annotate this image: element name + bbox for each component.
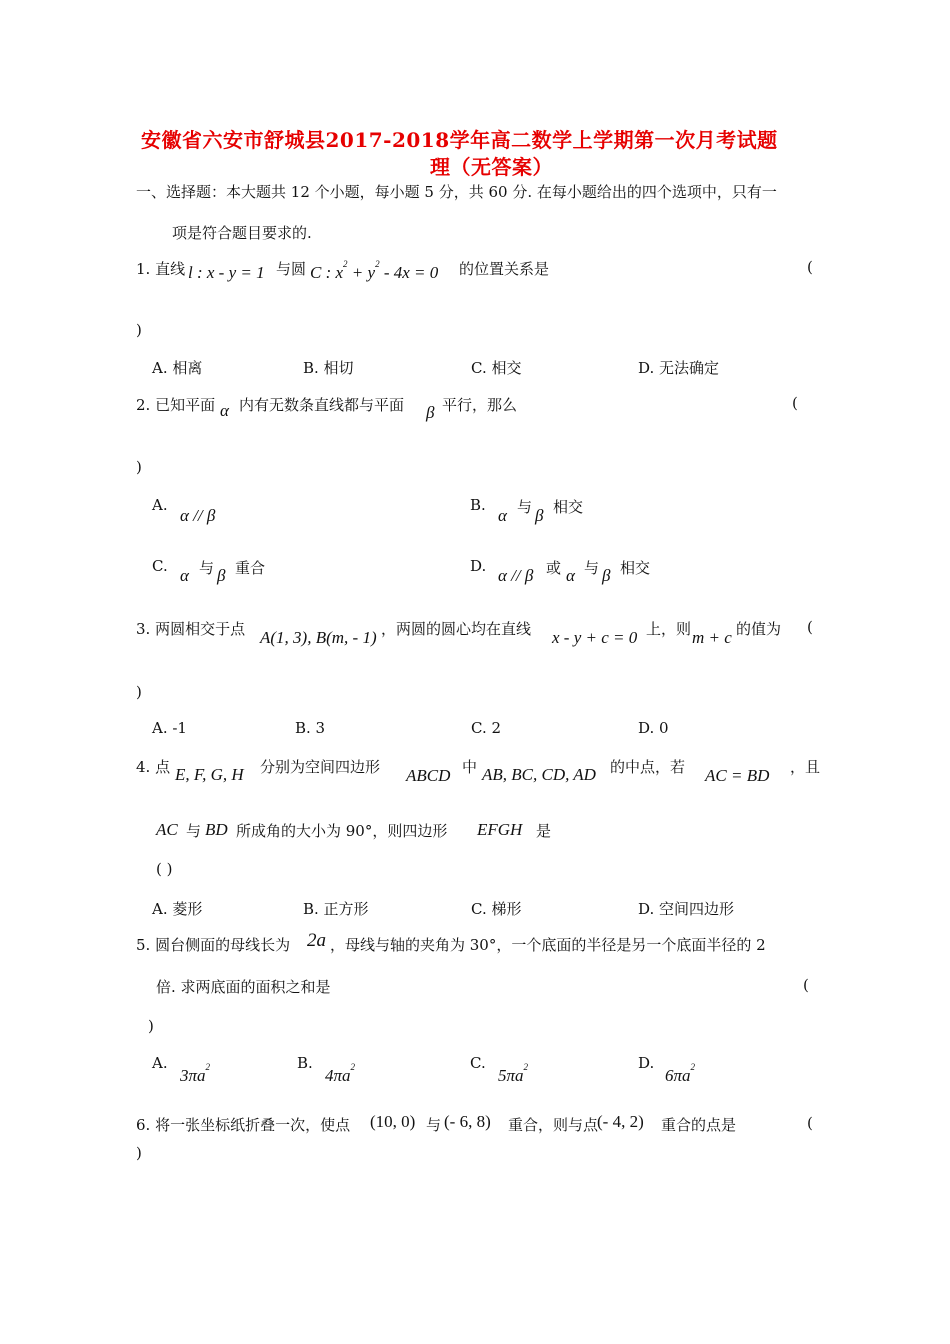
q3-line-equation: x - y + c = 0 [552, 628, 638, 647]
q4-stem-and: ，且 [790, 758, 821, 776]
q3-answer-paren-open: ( [807, 618, 813, 636]
q5-length: 2a [307, 930, 326, 951]
q1-option-d: D. 无法确定 [638, 359, 720, 377]
q2-option-d-or: 或 [546, 559, 562, 577]
q4-efgh: EFGH [477, 820, 523, 839]
q1-answer-paren-close: ) [136, 321, 142, 339]
q2-answer-paren-close: ) [136, 458, 142, 476]
q2-option-d-label: D. [470, 557, 487, 575]
q2-option-c-text: 重合 [235, 559, 266, 577]
q4-option-a: A. 菱形 [152, 900, 203, 918]
q4-answer-paren: ( ) [156, 860, 173, 878]
q6-point-1: (10, 0) [370, 1112, 416, 1131]
q3-stem-start: 3. 两圆相交于点 [136, 620, 246, 638]
q2-option-d-yu: 与 [584, 559, 600, 577]
q3-option-b: B. 3 [295, 719, 326, 737]
q5-option-a-label: A. [152, 1054, 168, 1072]
q4-stem-in: 中 [462, 758, 478, 776]
q2-option-c-beta: β [217, 566, 226, 585]
q5-stem-start: 5. 圆台侧面的母线长为 [136, 936, 291, 954]
q1-option-a: A. 相离 [152, 359, 203, 377]
q1-stem-mid: 与圆 [276, 260, 307, 278]
q6-answer-paren-open: ( [807, 1114, 813, 1132]
q5-option-b-value: $4\pi a^2$ [325, 1062, 356, 1085]
q5-option-a-value: $3\pi a^2$ [180, 1062, 211, 1085]
page-title-line2: 理（无答案） [430, 155, 553, 179]
q2-beta: β [426, 403, 435, 422]
q4-quad-name: ABCD [406, 766, 451, 785]
q1-circle-equation: C : $x^2 + y^2 - 4x = 0$ [310, 259, 439, 282]
q4-stem-angle: 所成角的大小为 90°，则四边形 [236, 822, 448, 840]
q5-stem-line2: 倍. 求两底面的面积之和是 [156, 978, 331, 996]
q4-option-d: D. 空间四边形 [638, 900, 735, 918]
q5-option-d-value: $6\pi a^2$ [665, 1062, 696, 1085]
q2-option-d-text: 相交 [620, 559, 651, 577]
q4-edges: AB, BC, CD, AD [482, 765, 596, 784]
q1-line-equation: l : x - y = 1 [188, 263, 265, 282]
q4-bd: BD [205, 820, 228, 839]
q3-option-a: A. -1 [152, 719, 187, 737]
q4-option-c: C. 梯形 [471, 900, 522, 918]
q4-ac: AC [156, 820, 178, 839]
q5-option-c-value: $5\pi a^2$ [498, 1062, 529, 1085]
q2-option-b-alpha: α [498, 506, 507, 525]
q3-points: A(1, 3), B(m, - 1) [260, 628, 377, 647]
q6-stem-end: 重合的点是 [661, 1116, 737, 1134]
q2-option-d-alpha: α [566, 566, 575, 585]
q4-points: E, F, G, H [175, 765, 244, 784]
section-instruction-line2: 项是符合题目要求的. [172, 224, 312, 242]
q2-option-c-label: C. [152, 557, 168, 575]
page-title-line1: 安徽省六安市舒城县2017-2018学年高二数学上学期第一次月考试题 [141, 128, 778, 152]
q3-stem-end: 的值为 [736, 620, 782, 638]
q2-option-d-math: α // β [498, 566, 534, 585]
q2-option-b-text: 相交 [553, 498, 584, 516]
q6-answer-paren-close: ) [136, 1144, 142, 1162]
q3-answer-paren-close: ) [136, 683, 142, 701]
q3-option-c: C. 2 [471, 719, 502, 737]
q2-option-a-math: α // β [180, 506, 216, 525]
q4-stem-with: 与 [186, 822, 202, 840]
q6-stem-start: 6. 将一张坐标纸折叠一次，使点 [136, 1116, 351, 1134]
q3-expression: m + c [692, 628, 732, 647]
q2-option-c-yu: 与 [199, 559, 215, 577]
q4-stem-midpoint: 的中点，若 [610, 758, 686, 776]
q2-option-b-label: B. [470, 496, 486, 514]
q1-stem-end: 的位置关系是 [459, 260, 550, 278]
q5-option-c-label: C. [470, 1054, 486, 1072]
q6-point-2: (- 6, 8) [444, 1112, 491, 1131]
q3-stem-then: 上，则 [646, 620, 692, 638]
q4-stem-quad: 分别为空间四边形 [260, 758, 381, 776]
q1-stem-start: 1. 直线 [136, 260, 186, 278]
q4-stem-start: 4. 点 [136, 758, 171, 776]
q2-stem-start: 2. 已知平面 [136, 396, 216, 414]
q5-option-b-label: B. [297, 1054, 313, 1072]
q6-point-3: (- 4, 2) [597, 1112, 644, 1131]
q4-option-b: B. 正方形 [303, 900, 369, 918]
q3-stem-mid: ，两圆的圆心均在直线 [381, 620, 532, 638]
q2-stem-end: 平行，那么 [442, 396, 518, 414]
q2-answer-paren-open: ( [792, 394, 798, 412]
q1-option-b: B. 相切 [303, 359, 354, 377]
q3-option-d: D. 0 [638, 719, 669, 737]
q2-option-d-beta: β [602, 566, 611, 585]
section-instruction-line1: 一、选择题：本大题共 12 个小题，每小题 5 分，共 60 分. 在每小题给出的四个选项中，只有一 [136, 183, 777, 201]
q2-stem-mid: 内有无数条直线都与平面 [239, 396, 405, 414]
q5-option-d-label: D. [638, 1054, 655, 1072]
q6-stem-mid: 重合，则与点 [508, 1116, 599, 1134]
q5-answer-paren-open: ( [803, 976, 809, 994]
q2-option-b-yu: 与 [517, 498, 533, 516]
q2-option-b-beta: β [535, 506, 544, 525]
q4-condition: AC = BD [705, 766, 770, 785]
q6-stem-with: 与 [426, 1116, 442, 1134]
q2-option-a-label: A. [152, 496, 168, 514]
q1-option-c: C. 相交 [471, 359, 522, 377]
q4-stem-end: 是 [536, 822, 552, 840]
q5-answer-paren-close: ) [148, 1017, 154, 1035]
q2-alpha: α [220, 401, 229, 420]
q1-answer-paren-open: ( [807, 258, 813, 276]
q5-stem-rest: ，母线与轴的夹角为 30°，一个底面的半径是另一个底面半径的 2 [330, 936, 766, 954]
q2-option-c-alpha: α [180, 566, 189, 585]
